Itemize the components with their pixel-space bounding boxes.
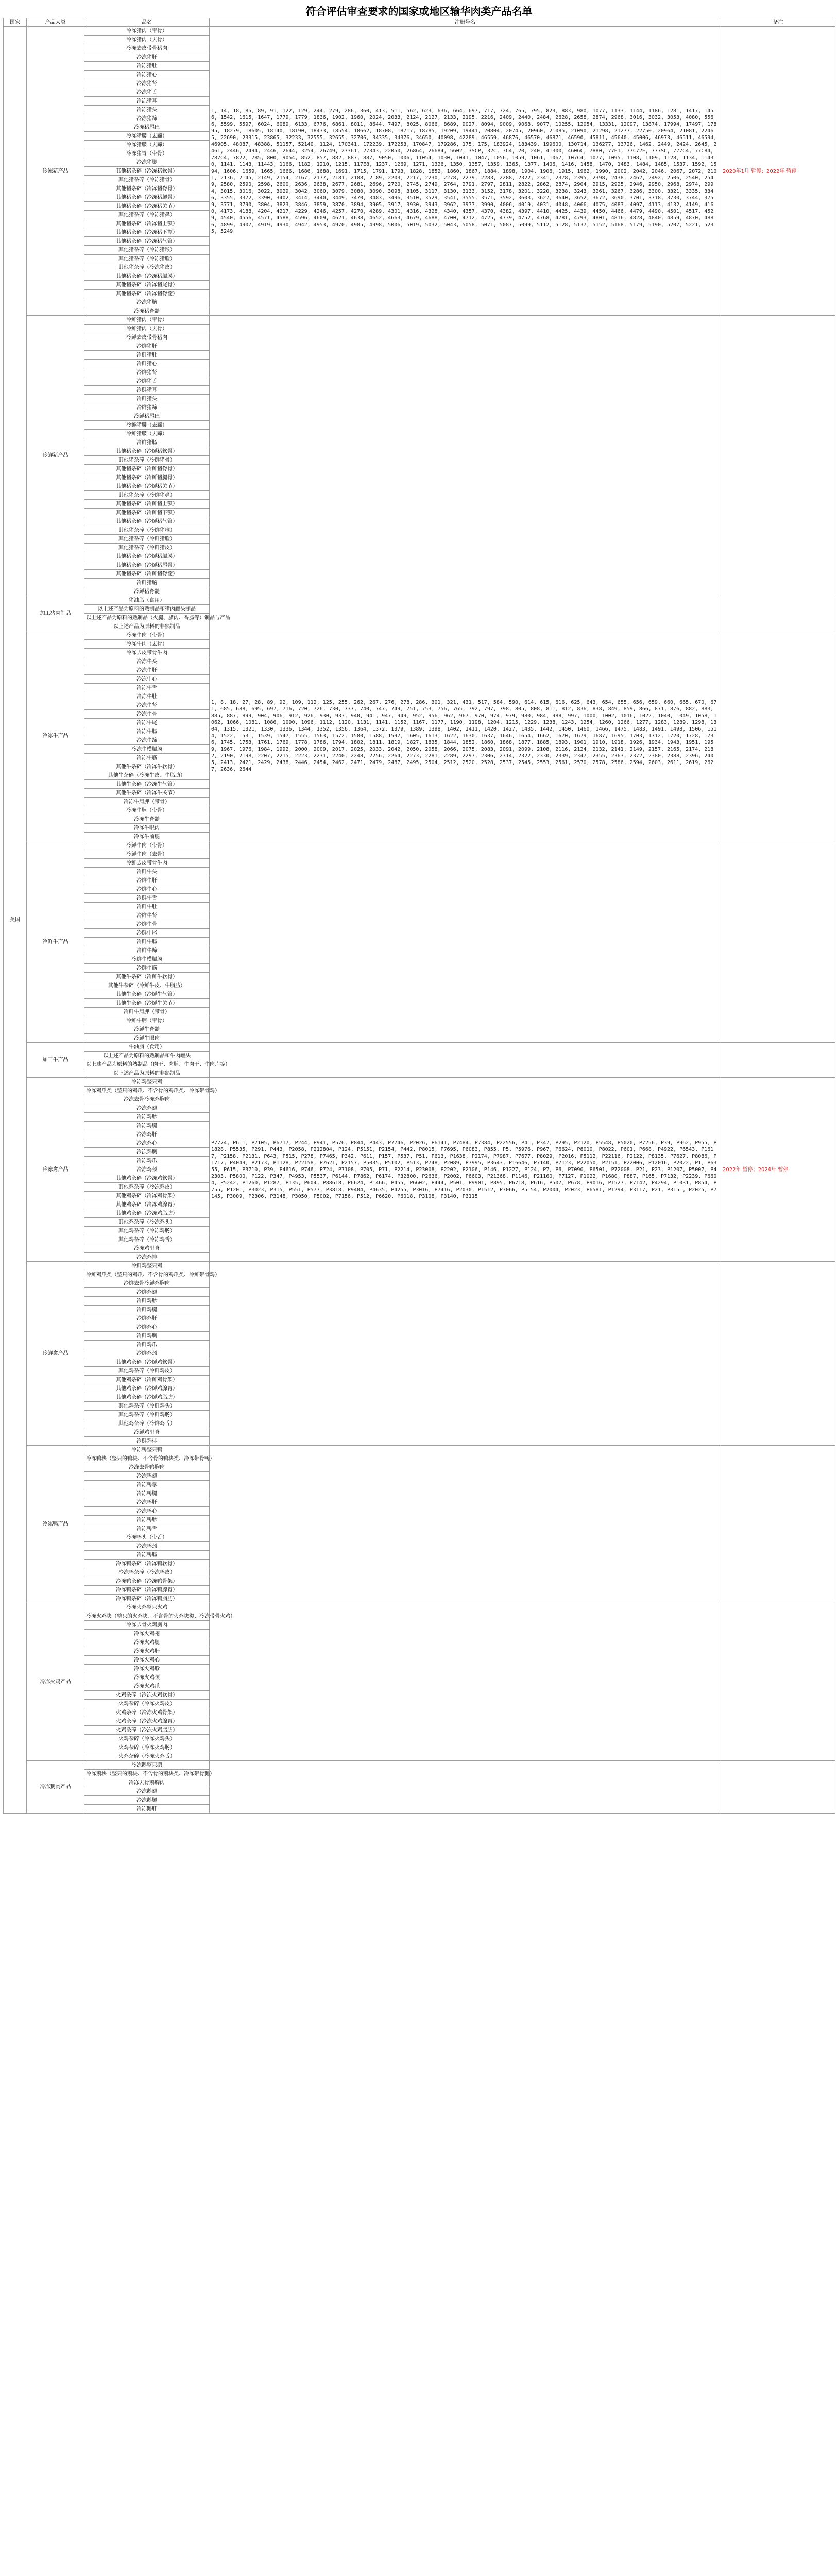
product-name-cell: 冷冻去皮带骨猪肉 (84, 44, 210, 53)
product-name-cell: 其他牛杂碎（冷冻牛关节） (84, 789, 210, 798)
product-name-cell: 其他猪杂碎（冷冻猪膈膜） (84, 272, 210, 281)
header-note: 备注 (721, 18, 835, 27)
product-name-cell: 冷冻猪脊髓 (84, 307, 210, 316)
product-name-cell: 以上述产品为原料的熟制品（肉干、肉脯、牛肉干、牛肉片等） (84, 1060, 210, 1069)
product-name-cell: 其他猪杂碎（冷鲜猪腿骨） (84, 473, 210, 482)
table-row (4, 27, 835, 36)
product-name-cell: 其他牛杂碎（冷鲜牛关节） (84, 999, 210, 1008)
table-row (4, 1043, 835, 1052)
product-name-cell: 冷冻鸡肝 (84, 1130, 210, 1139)
product-name-cell: 冷冻火鸡胗 (84, 1665, 210, 1673)
product-name-cell: 其他鸡杂碎（冷冻鸡舌） (84, 1235, 210, 1244)
product-name-cell: 冷冻牛肾 (84, 701, 210, 710)
product-name-cell: 其他牛杂碎（冷鲜牛气管） (84, 990, 210, 999)
product-name-cell: 冷冻牛骨 (84, 710, 210, 719)
product-name-cell: 以上述产品为原料的非熟制品 (84, 1069, 210, 1078)
product-name-cell: 冷鲜牛筋 (84, 964, 210, 973)
product-name-cell: 冷冻猪头 (84, 106, 210, 114)
product-name-cell: 冷冻牛肩胛（带骨） (84, 798, 210, 806)
product-name-cell: 冷冻鸡爪 (84, 1157, 210, 1165)
category-cell: 冷冻火鸡产品 (27, 1603, 84, 1761)
registration-numbers-cell (210, 596, 721, 631)
product-name-cell: 冷鲜猪心 (84, 360, 210, 368)
product-name-cell: 冷鲜牛眼肉 (84, 1034, 210, 1043)
registration-numbers-cell (210, 316, 721, 596)
category-cell: 加工猪肉制品 (27, 596, 84, 631)
product-name-cell: 冷冻鸭舌 (84, 1524, 210, 1533)
product-name-cell: 冷冻鸭肠 (84, 1551, 210, 1560)
note-cell (721, 1262, 835, 1446)
product-name-cell: 其他猪杂碎（冷冻猪脊骨） (84, 184, 210, 193)
product-name-cell: 冷冻鸭杂碎（冷冻鸭骨架） (84, 1577, 210, 1586)
category-cell: 冷鲜猪产品 (27, 316, 84, 596)
product-name-cell: 冷鲜猪脑 (84, 579, 210, 587)
product-name-cell: 火鸡杂碎（冷冻火鸡软骨） (84, 1691, 210, 1700)
product-name-cell: 冷冻牛肉（带骨） (84, 631, 210, 640)
product-name-cell: 冷冻鸭头（带舌） (84, 1533, 210, 1542)
product-name-cell: 其他猪杂碎（冷冻猪脊髓） (84, 290, 210, 298)
product-name-cell: 冷鲜牛肉（带骨） (84, 841, 210, 850)
product-name-cell: 冷冻猪腰（去蹄） (84, 141, 210, 149)
product-name-cell: 冷鲜鸡排 (84, 1437, 210, 1446)
product-name-cell: 冷冻牛筋 (84, 754, 210, 762)
note-cell (721, 1043, 835, 1078)
product-name-cell: 冷冻牛头 (84, 657, 210, 666)
product-name-cell: 其他猪杂碎（冷鲜猪脸） (84, 535, 210, 544)
product-name-cell: 其他鸡杂碎（冷鲜鸡皮） (84, 1367, 210, 1376)
product-name-cell: 冷鲜牛尾 (84, 929, 210, 938)
product-name-cell: 冷鲜鸡爪 (84, 1341, 210, 1349)
product-name-cell: 冷鲜鸡肝 (84, 1314, 210, 1323)
product-name-cell: 冷鲜猪肚 (84, 351, 210, 360)
product-name-cell: 其他猪杂碎（冷冻猪鼻） (84, 211, 210, 219)
product-name-cell: 冷冻牛舌 (84, 684, 210, 692)
product-name-cell: 其他猪杂碎（冷鲜猪喉） (84, 526, 210, 535)
product-name-cell: 冷冻猪肾 (84, 79, 210, 88)
product-name-cell: 冷鲜鸡心 (84, 1323, 210, 1332)
product-name-cell: 冷鲜牛肉（去骨） (84, 850, 210, 859)
note-cell (721, 631, 835, 841)
category-cell: 冷冻禽产品 (27, 1078, 84, 1262)
registration-numbers-cell: P7774, P611, P7105, P6717, P244, P941, P576, P844, P443, P7746, P2026, P6141, P7484, P7384, P22556, P41, P347, P295, P2120, P5548, P5020, P7256, P39, P962, P955, P1828, P5535, P291, P443, P2058, P212804, P124, P5151, P2154, P442, P8015, P7695, P6083, P855, P5, P5976, P967, P6624, P8010, P8022, P601, P668, P4922, P6543, P1617, P2158, P2131, P643, P515, P278, P7465, P342, P611, P157, P537, P51, P613, P1638, P2174, P7987, P7677, P8029, P2016, P5112, P22116, P2122, P8135, P7627, P8086, P1717, P4049, P2173, P1128, P22158, P7621, P2157, P5035, P5102, P513, P748, P2089, P7995, P3643, P16646, P7140, P7123, P22050, P2151, P22006, P12016, P2022, P1, P6355, P615, P3710, P39, P4616, P746, P724, P7108, P705, P71, P2214, P23008, P2202, P2106, P146, P1227, P124, P7, P6, P7090, P6501, P72008, P21, P23, P1207, P5007, P42303, P5800, P122, P347, P4953, P5537, P6144, P7862, P6174, P32800, P2636, P2002, P6603, P21368, P1146, P21160, P7127, P1022, P1680, P887, P165, P7132, P2239, P6604, P5242, P1260, P1287, P135, P604, P88618, P6624, P1466, P455, P6602, P444, P501, P9901, P895, P6718, P616, P507, P678, P9016, P1527, P7142, P4294, P1031, P854, P755, P1201, P3023, P315, P551, P577, P3818, P9404, P4635, P4255, P3016, P7416, P2030, P1512, P3066, P5154, P2004, P2023, P6581, P1294, P3117, P21, P3151, P2025, P7145, P3009, P2306, P3148, P3050, P5002, P7156, P512, P6620, P6018, P3108, P3140, P3115 (210, 1078, 721, 1262)
product-name-cell: 冷鲜牛心 (84, 885, 210, 894)
note-cell: 2022年 暂停；2024年 暂停 (721, 1078, 835, 1262)
product-name-cell: 其他猪杂碎（冷冻猪喉） (84, 246, 210, 255)
product-name-cell: 冷鲜牛腩（带骨） (84, 1016, 210, 1025)
product-name-cell: 冷冻鸭肝 (84, 1498, 210, 1507)
category-cell: 加工牛产品 (27, 1043, 84, 1078)
product-name-cell: 冷冻火鸡翅 (84, 1630, 210, 1638)
product-name-cell: 冷鲜牛舌 (84, 894, 210, 903)
product-name-cell: 其他猪杂碎（冷鲜猪脊髓） (84, 570, 210, 579)
product-name-cell: 其他猪杂碎（冷冻猪软骨） (84, 167, 210, 176)
product-name-cell: 冷鲜猪头 (84, 395, 210, 403)
product-name-cell: 其他猪杂碎（冷鲜猪关节） (84, 482, 210, 491)
product-name-cell: 冷冻火鸡颈 (84, 1673, 210, 1682)
product-name-cell: 火鸡杂碎（冷冻火鸡骨架） (84, 1708, 210, 1717)
product-name-cell: 其他鸡杂碎（冷冻鸡肠） (84, 1227, 210, 1235)
product-name-cell: 其他牛杂碎（冷冻牛皮、牛脂肪） (84, 771, 210, 780)
product-name-cell: 牛油脂（食用） (84, 1043, 210, 1052)
product-name-cell: 冷鲜牛肚 (84, 903, 210, 911)
product-name-cell: 冷鲜猪肾 (84, 368, 210, 377)
product-name-cell: 火鸡杂碎（冷冻火鸡头） (84, 1735, 210, 1743)
product-name-cell: 其他鸡杂碎（冷冻鸡腺胃） (84, 1200, 210, 1209)
category-cell: 冷鲜禽产品 (27, 1262, 84, 1446)
product-name-cell: 冷冻鸭块（整只的鸭块、不含骨的鸭块类、冷冻带骨鸭） (84, 1454, 210, 1463)
product-name-cell: 冷冻猪蹄 (84, 114, 210, 123)
product-name-cell: 其他猪杂碎（冷冻猪气管） (84, 237, 210, 246)
product-name-cell: 冷鲜牛骨 (84, 920, 210, 929)
header-country: 国家 (4, 18, 27, 27)
product-name-cell: 其他鸡杂碎（冷鲜鸡头） (84, 1402, 210, 1411)
table-row (4, 1603, 835, 1612)
product-name-cell: 冷冻鸭整只鸭 (84, 1446, 210, 1454)
product-name-cell: 其他鸡杂碎（冷冻鸡头） (84, 1218, 210, 1227)
product-name-cell: 其他牛杂碎（冷冻牛气管） (84, 780, 210, 789)
product-name-cell: 冷鲜鸡胗 (84, 1297, 210, 1306)
product-name-cell: 冷冻猪脑 (84, 298, 210, 307)
product-name-cell: 冷冻去骨火鸡胸肉 (84, 1621, 210, 1630)
product-name-cell: 其他猪杂碎（冷冻猪皮） (84, 263, 210, 272)
product-name-cell: 冷冻鸭心 (84, 1507, 210, 1516)
product-name-cell: 冷冻鸭杂碎（冷冻鸭皮） (84, 1568, 210, 1577)
product-name-cell: 冷鲜鸡胸 (84, 1332, 210, 1341)
product-name-cell: 以上述产品为原料的熟制品和猪肉罐头制品 (84, 605, 210, 614)
table-row (4, 1078, 835, 1087)
product-name-cell: 冷冻鸭腿 (84, 1489, 210, 1498)
product-name-cell: 火鸡杂碎（冷冻火鸡腺胃） (84, 1717, 210, 1726)
product-name-cell: 以上述产品为原料的熟制品（火腿、腊肉、香肠等）制品与产品 (84, 614, 210, 622)
registration-numbers-cell (210, 1043, 721, 1078)
product-name-cell: 冷冻鸡排 (84, 1253, 210, 1262)
product-name-cell: 冷冻猪肉（去骨） (84, 36, 210, 44)
product-name-cell: 其他猪杂碎（冷鲜猪气管） (84, 517, 210, 526)
product-name-cell: 猪油脂（食用） (84, 596, 210, 605)
product-name-cell: 冷冻猪腰（去蹄） (84, 132, 210, 141)
product-name-cell: 冷鲜牛肝 (84, 876, 210, 885)
product-name-cell: 冷冻猪心 (84, 71, 210, 79)
product-name-cell: 冷冻火鸡腿 (84, 1638, 210, 1647)
product-name-cell: 以上述产品为原料的熟制品和牛肉罐头 (84, 1052, 210, 1060)
product-name-cell: 冷鲜牛横膈膜 (84, 955, 210, 964)
product-name-cell: 冷鲜鸡爪类（整只的鸡爪、不含骨的鸡爪类、冷鲜带骨鸡） (84, 1270, 210, 1279)
product-name-cell: 其他鸡杂碎（冷鲜鸡骨架） (84, 1376, 210, 1384)
product-name-cell: 其他鸡杂碎（冷冻鸡软骨） (84, 1174, 210, 1183)
product-name-cell: 冷鲜猪肠 (84, 438, 210, 447)
product-name-cell: 其他猪杂碎（冷冻猪腿骨） (84, 193, 210, 202)
product-name-cell: 冷鲜猪脊髓 (84, 587, 210, 596)
product-name-cell: 冷鲜去皮带骨牛肉 (84, 859, 210, 868)
note-cell (721, 1446, 835, 1603)
table-row (4, 1761, 835, 1770)
product-name-cell: 冷冻去骨鹅胸肉 (84, 1778, 210, 1787)
country-cell: 美国 (4, 27, 27, 1814)
product-name-cell: 冷冻鸡整只鸡 (84, 1078, 210, 1087)
product-name-cell: 冷鲜猪肉（带骨） (84, 316, 210, 325)
note-cell (721, 1603, 835, 1761)
table-row (4, 1446, 835, 1454)
product-name-cell: 冷鲜鸡整只鸡 (84, 1262, 210, 1270)
product-name-cell: 冷冻去骨鸭胸肉 (84, 1463, 210, 1472)
table-row (4, 841, 835, 850)
product-name-cell: 冷冻牛眼肉 (84, 824, 210, 833)
category-cell: 冷冻鹅肉产品 (27, 1761, 84, 1814)
product-name-cell: 冷鲜猪肉（去骨） (84, 325, 210, 333)
product-name-cell: 冷冻猪脚 (84, 158, 210, 167)
registration-numbers-cell (210, 1603, 721, 1761)
product-name-cell: 冷鲜鸡里脊 (84, 1428, 210, 1437)
product-name-cell: 冷冻鸭掌 (84, 1481, 210, 1489)
product-name-cell: 冷鲜猪蹄 (84, 403, 210, 412)
table-header-row (4, 18, 835, 27)
table-row (4, 631, 835, 640)
product-name-cell: 冷冻鹅腿 (84, 1796, 210, 1805)
product-name-cell: 冷冻鸭杂碎（冷冻鸭软骨） (84, 1560, 210, 1568)
header-product: 品名 (84, 18, 210, 27)
product-name-cell: 其他鸡杂碎（冷鲜鸡腺胃） (84, 1384, 210, 1393)
product-name-cell: 冷冻牛腩（带骨） (84, 806, 210, 815)
product-name-cell: 其他猪杂碎（冷鲜猪下颚） (84, 509, 210, 517)
registration-numbers-cell (210, 1262, 721, 1446)
product-name-cell: 冷冻牛尾 (84, 719, 210, 727)
product-name-cell: 其他猪杂碎（冷鲜猪皮） (84, 544, 210, 552)
product-name-cell: 冷鲜去骨冷鲜鸡胸肉 (84, 1279, 210, 1288)
product-name-cell: 冷鲜牛脊髓 (84, 1025, 210, 1034)
product-name-cell: 冷鲜去皮带骨猪肉 (84, 333, 210, 342)
table-row (4, 596, 835, 605)
note-cell (721, 1761, 835, 1814)
product-name-cell: 冷冻鸭胗 (84, 1516, 210, 1524)
product-name-cell: 冷冻鸡颈 (84, 1165, 210, 1174)
product-name-cell: 冷冻猪胃（带骨） (84, 149, 210, 158)
product-name-cell: 冷冻火鸡块（整只的火鸡块、不含骨的火鸡块类、冷冻带骨火鸡） (84, 1612, 210, 1621)
product-name-cell: 冷冻猪舌 (84, 88, 210, 97)
product-name-cell: 冷鲜猪耳 (84, 386, 210, 395)
product-name-cell: 其他牛杂碎（冷鲜牛皮、牛脂肪） (84, 981, 210, 990)
product-name-cell: 冷鲜牛肠 (84, 938, 210, 946)
product-name-cell: 冷冻鸡爪类（整只的鸡爪、不含骨的鸡爪类、冷冻带骨鸡） (84, 1087, 210, 1095)
product-name-cell: 冷冻牛心 (84, 675, 210, 684)
product-name-cell: 冷冻鹅肝 (84, 1805, 210, 1814)
product-name-cell: 冷冻鹅整只鹅 (84, 1761, 210, 1770)
product-name-cell: 冷冻牛肠 (84, 727, 210, 736)
table-body (4, 27, 835, 1814)
product-name-cell: 冷冻鹅块（整只的鹅块、不含骨的鹅块类、冷冻带骨鹅） (84, 1770, 210, 1778)
product-name-cell: 其他猪杂碎（冷冻猪尾骨） (84, 281, 210, 290)
product-name-cell: 冷鲜猪腰（去蹄） (84, 430, 210, 438)
product-name-cell: 冷鲜牛蹄 (84, 946, 210, 955)
document-title: 符合评估审查要求的国家或地区输华肉类产品名单 (305, 5, 533, 18)
header-registration: 注册号名 (210, 18, 721, 27)
product-name-cell: 火鸡杂碎（冷冻火鸡脂肪） (84, 1726, 210, 1735)
product-name-cell: 其他鸡杂碎（冷冻鸡脂肪） (84, 1209, 210, 1218)
registration-numbers-cell (210, 841, 721, 1043)
product-table (3, 18, 835, 1814)
product-name-cell: 冷冻火鸡心 (84, 1656, 210, 1665)
product-name-cell: 冷冻鸡胗 (84, 1113, 210, 1122)
product-name-cell: 冷冻鸭杂碎（冷冻鸭脂肪） (84, 1595, 210, 1603)
registration-numbers-cell (210, 1761, 721, 1814)
registration-numbers-cell: 1, 8, 18, 27, 28, 89, 92, 109, 112, 125, 255, 262, 267, 276, 278, 286, 301, 321, 431, 517, 584, 590, 614, 615, 616, 625, 643, 654, 655, 656, 659, 660, 665, 670, 671, 685, 688, 695, 697, 716, 720, 726, 730, 737, 740, 747, 749, 751, 753, 756, 765, 792, 797, 798, 805, 808, 811, 812, 836, 838, 849, 859, 866, 871, 876, 882, 883, 885, 887, 899, 904, 906, 912, 926, 930, 933, 940, 941, 947, 949, 952, 956, 962, 967, 970, 974, 979, 980, 984, 988, 997, 1000, 1002, 1016, 1022, 1040, 1049, 1058, 1062, 1066, 1081, 1086, 1090, 1096, 1112, 1120, 1131, 1141, 1152, 1167, 1177, 1190, 1198, 1204, 1215, 1229, 1238, 1243, 1254, 1260, 1266, 1277, 1283, 1289, 1298, 1304, 1315, 1321, 1330, 1336, 1344, 1352, 1356, 1364, 1372, 1379, 1389, 1398, 1402, 1411, 1420, 1427, 1435, 1442, 1450, 1460, 1466, 1475, 1483, 1491, 1498, 1506, 1514, 1522, 1531, 1539, 1547, 1555, 1563, 1572, 1580, 1588, 1597, 1605, 1613, 1622, 1630, 1637, 1646, 1654, 1662, 1670, 1679, 1687, 1695, 1703, 1712, 1720, 1728, 1736, 1745, 1753, 1761, 1769, 1778, 1786, 1794, 1802, 1811, 1819, 1827, 1835, 1844, 1852, 1860, 1868, 1877, 1885, 1893, 1901, 1910, 1918, 1926, 1934, 1943, 1951, 1959, 1967, 1976, 1984, 1992, 2000, 2009, 2017, 2025, 2033, 2042, 2050, 2058, 2066, 2075, 2083, 2091, 2099, 2108, 2116, 2124, 2132, 2141, 2149, 2157, 2165, 2174, 2182, 2190, 2198, 2207, 2215, 2223, 2231, 2240, 2248, 2256, 2264, 2273, 2281, 2289, 2297, 2306, 2314, 2322, 2330, 2339, 2347, 2355, 2363, 2372, 2380, 2388, 2396, 2405, 2413, 2421, 2429, 2438, 2446, 2454, 2462, 2471, 2479, 2487, 2495, 2504, 2512, 2520, 2528, 2537, 2545, 2553, 2561, 2570, 2578, 2586, 2594, 2603, 2611, 2619, 2627, 2636, 2644 (210, 631, 721, 841)
product-name-cell: 冷冻猪肉（带骨） (84, 27, 210, 36)
product-name-cell: 冷鲜牛肾 (84, 911, 210, 920)
product-name-cell: 冷鲜猪腰（去蹄） (84, 421, 210, 430)
product-name-cell: 冷冻鸭颈 (84, 1542, 210, 1551)
product-name-cell: 其他鸡杂碎（冷鲜鸡脂肪） (84, 1393, 210, 1402)
product-name-cell: 冷冻牛脊髓 (84, 815, 210, 824)
product-name-cell: 冷冻去皮带骨牛肉 (84, 649, 210, 657)
product-name-cell: 冷冻猪肚 (84, 62, 210, 71)
product-name-cell: 冷冻鸡胸 (84, 1148, 210, 1157)
registration-numbers-cell: 1, 14, 18, 85, 89, 91, 122, 129, 244, 279, 286, 360, 413, 511, 562, 623, 636, 664, 697, 717, 724, 765, 795, 823, 883, 980, 1077, 1133, 1144, 1186, 1281, 1417, 1456, 1542, 1615, 1647, 1779, 1779, 1836, 1902, 1960, 2024, 2033, 2124, 2127, 2133, 2195, 2216, 2409, 2440, 2484, 2628, 2658, 2874, 2968, 3016, 3032, 3053, 4080, 5566, 5599, 5597, 6024, 6089, 6133, 6776, 6861, 8011, 8644, 7497, 8025, 8066, 8689, 9027, 8094, 9009, 9068, 9077, 10255, 12054, 13331, 12097, 13874, 17994, 17497, 17895, 18279, 18605, 18140, 18190, 18433, 18554, 18662, 18708, 18717, 18785, 19209, 19441, 20804, 20745, 20960, 21085, 21090, 21298, 21277, 22750, 20964, 21081, 22465, 22690, 23315, 23865, 32233, 32555, 32655, 32706, 34335, 34376, 34650, 40098, 42289, 46559, 46876, 46570, 46871, 46590, 45811, 45640, 45006, 46973, 46511, 46594, 46905, 48087, 48388, 51157, 52140, 1124, 170341, 172239, 172253, 170847, 179286, 175, 175, 183924, 183439, 199600, 130714, 136277, 13726, 1462, 2449, 2424, 2645, 2461, 2446, 2494, 2446, 2644, 3254, 26749, 27361, 27343, 22050, 26864, 26684, 5602, 3SCP, 32C, 3C4, 20, 240, 41300, 4606C, 7880, 77E1, 77C72E, 777SC, 777C4, 77C84, 787C4, 7822, 785, 800, 9054, 852, 857, 882, 887, 887, 9050, 1006, 11054, 1030, 1041, 1047, 1056, 1059, 1061, 1067, 107C4, 1077, 1095, 1108, 1109, 1128, 1134, 11430, 1141, 1143, 11443, 1166, 1182, 1210, 1215, 117E8, 1237, 1269, 1271, 1326, 1350, 1357, 1359, 1365, 1377, 1406, 1416, 1458, 1470, 1483, 1484, 1485, 1537, 1592, 1594, 1606, 1659, 1665, 1666, 1686, 1688, 1691, 1715, 1791, 1793, 1828, 1852, 1860, 1867, 1884, 1898, 1904, 1906, 1915, 1962, 1990, 2002, 2042, 2046, 2067, 2072, 2101, 2136, 2145, 2149, 2154, 2167, 2177, 2181, 2188, 2189, 2203, 2217, 2230, 2278, 2279, 2283, 2288, 2322, 2341, 2378, 2395, 2398, 2438, 2462, 2492, 2506, 2540, 2549, 2580, 2590, 2598, 2600, 2636, 2638, 2677, 2681, 2696, 2720, 2745, 2749, 2764, 2791, 2797, 2811, 2822, 2862, 2874, 2904, 2915, 2925, 2946, 2950, 2968, 2974, 2994, 3015, 3016, 3022, 3029, 3042, 3060, 3079, 3080, 3090, 3098, 3105, 3117, 3130, 3133, 3152, 3178, 3201, 3220, 3238, 3243, 3261, 3267, 3286, 3300, 3321, 3335, 3346, 3355, 3372, 3390, 3402, 3414, 3440, 3449, 3470, 3483, 3496, 3510, 3529, 3541, 3555, 3571, 3592, 3603, 3627, 3640, 3652, 3672, 3690, 3701, 3718, 3730, 3744, 3759, 3771, 3790, 3804, 3823, 3846, 3859, 3870, 3894, 3905, 3917, 3930, 3943, 3962, 3977, 3990, 4006, 4019, 4031, 4048, 4066, 4075, 4083, 4097, 4113, 4132, 4149, 4160, 4173, 4188, 4204, 4217, 4229, 4246, 4257, 4270, 4289, 4301, 4316, 4328, 4340, 4357, 4370, 4382, 4397, 4410, 4425, 4439, 4450, 4466, 4479, 4490, 4501, 4517, 4529, 4540, 4556, 4571, 4588, 4596, 4609, 4621, 4638, 4652, 4663, 4679, 4688, 4700, 4712, 4725, 4739, 4752, 4768, 4781, 4793, 4801, 4816, 4828, 4840, 4859, 4870, 4886, 4899, 4907, 4919, 4930, 4942, 4953, 4970, 4985, 4998, 5006, 5019, 5032, 5043, 5058, 5071, 5087, 5099, 5112, 5128, 5137, 5152, 5168, 5179, 5190, 5207, 5221, 5235, 5249 (210, 27, 721, 316)
product-name-cell: 其他猪杂碎（冷冻猪脸） (84, 255, 210, 263)
product-name-cell: 冷冻猪耳 (84, 97, 210, 106)
category-cell: 冷冻猪产品 (27, 27, 84, 316)
product-name-cell: 冷冻去骨冷冻鸡胸肉 (84, 1095, 210, 1104)
product-name-cell: 冷鲜猪舌 (84, 377, 210, 386)
product-name-cell: 其他猪杂碎（冷冻猪上颚） (84, 219, 210, 228)
product-name-cell: 其他猪杂碎（冷鲜猪上颚） (84, 500, 210, 509)
product-name-cell: 冷冻鹅翅 (84, 1787, 210, 1796)
product-name-cell: 冷冻火鸡肝 (84, 1647, 210, 1656)
product-name-cell: 其他牛杂碎（冷冻牛软骨） (84, 762, 210, 771)
product-name-cell: 冷冻火鸡整只火鸡 (84, 1603, 210, 1612)
product-name-cell: 冷鲜牛肩胛（带骨） (84, 1008, 210, 1016)
note-cell (721, 596, 835, 631)
product-name-cell: 冷冻鸡腿 (84, 1122, 210, 1130)
table-row (4, 316, 835, 325)
product-name-cell: 火鸡杂碎（冷冻火鸡肠） (84, 1743, 210, 1752)
header-category: 产品大类 (27, 18, 84, 27)
product-name-cell: 冷冻牛肉（去骨） (84, 640, 210, 649)
product-name-cell: 冷鲜鸡颈 (84, 1349, 210, 1358)
product-name-cell: 其他猪杂碎（冷鲜猪骨） (84, 456, 210, 465)
registration-numbers-cell (210, 1446, 721, 1603)
product-name-cell: 冷鲜鸡翅 (84, 1288, 210, 1297)
product-name-cell: 冷冻牛横膈膜 (84, 745, 210, 754)
product-name-cell: 冷冻牛前腿 (84, 833, 210, 841)
table-row (4, 1262, 835, 1270)
note-cell: 2020年1月 暂停；2022年 暂停 (721, 27, 835, 316)
product-name-cell: 冷鲜鸡腿 (84, 1306, 210, 1314)
product-name-cell: 冷鲜猪肝 (84, 342, 210, 351)
product-name-cell: 其他鸡杂碎（冷冻鸡皮） (84, 1183, 210, 1192)
product-name-cell: 其他猪杂碎（冷冻猪关节） (84, 202, 210, 211)
product-name-cell: 其他鸡杂碎（冷鲜鸡舌） (84, 1419, 210, 1428)
product-name-cell: 其他猪杂碎（冷鲜猪软骨） (84, 447, 210, 456)
product-name-cell: 其他猪杂碎（冷冻猪下颚） (84, 228, 210, 237)
product-name-cell: 冷冻鸡翅 (84, 1104, 210, 1113)
product-name-cell: 冷鲜猪尾巴 (84, 412, 210, 421)
product-name-cell: 以上述产品为原料的非熟制品 (84, 622, 210, 631)
product-name-cell: 冷冻火鸡爪 (84, 1682, 210, 1691)
product-name-cell: 冷鲜牛头 (84, 868, 210, 876)
product-name-cell: 冷冻鸭杂碎（冷冻鸭腺胃） (84, 1586, 210, 1595)
product-name-cell: 冷冻鸡心 (84, 1139, 210, 1148)
note-cell (721, 316, 835, 596)
product-name-cell: 其他鸡杂碎（冷冻鸡骨架） (84, 1192, 210, 1200)
category-cell: 冷鲜牛产品 (27, 841, 84, 1043)
category-cell: 冷冻鸭产品 (27, 1446, 84, 1603)
product-name-cell: 冷冻牛肝 (84, 666, 210, 675)
product-name-cell: 冷冻猪肝 (84, 53, 210, 62)
product-name-cell: 冷冻鸡里脊 (84, 1244, 210, 1253)
product-name-cell: 冷冻牛肚 (84, 692, 210, 701)
product-name-cell: 冷冻猪尾巴 (84, 123, 210, 132)
product-name-cell: 其他猪杂碎（冷鲜猪鼻） (84, 491, 210, 500)
product-name-cell: 其他鸡杂碎（冷鲜鸡软骨） (84, 1358, 210, 1367)
category-cell: 冷冻牛产品 (27, 631, 84, 841)
product-name-cell: 火鸡杂碎（冷冻火鸡皮） (84, 1700, 210, 1708)
product-name-cell: 冷冻鸭翅 (84, 1472, 210, 1481)
product-name-cell: 其他猪杂碎（冷鲜猪尾骨） (84, 561, 210, 570)
product-name-cell: 冷冻牛蹄 (84, 736, 210, 745)
product-name-cell: 其他猪杂碎（冷鲜猪膈膜） (84, 552, 210, 561)
product-name-cell: 其他鸡杂碎（冷鲜鸡肠） (84, 1411, 210, 1419)
product-name-cell: 其他猪杂碎（冷冻猪骨） (84, 176, 210, 184)
product-name-cell: 其他牛杂碎（冷鲜牛软骨） (84, 973, 210, 981)
product-name-cell: 其他猪杂碎（冷鲜猪脊骨） (84, 465, 210, 473)
product-name-cell: 火鸡杂碎（冷冻火鸡舌） (84, 1752, 210, 1761)
note-cell (721, 841, 835, 1043)
